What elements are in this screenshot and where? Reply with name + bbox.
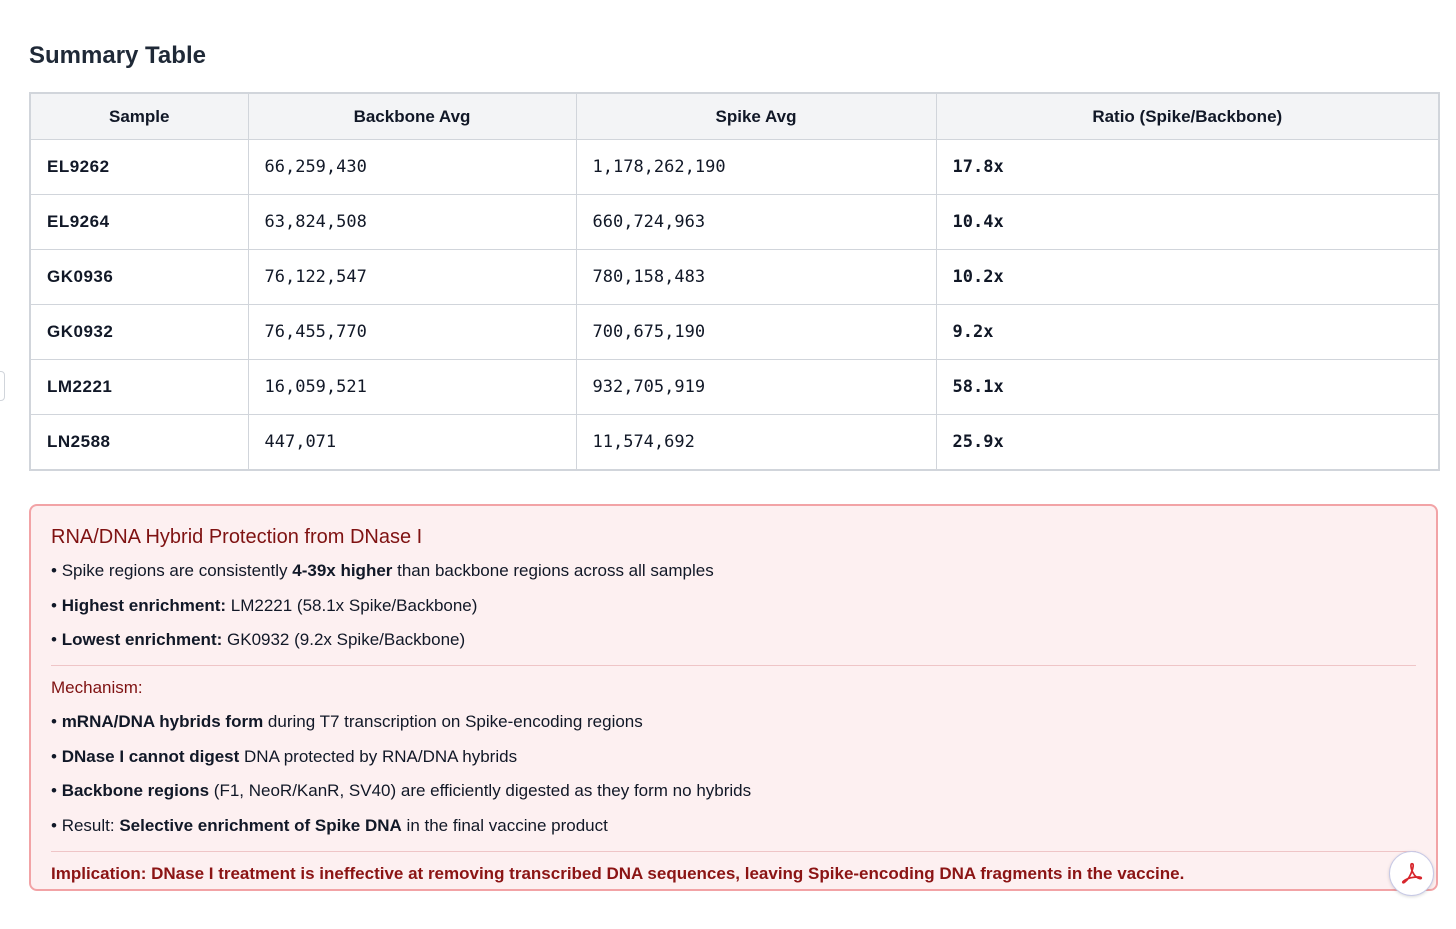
- bullet: •: [51, 781, 57, 801]
- table-row: [30, 140, 1439, 195]
- cell-ratio: 10.2x: [936, 250, 1439, 305]
- column-header-ratio: Ratio (Spike/Backbone): [936, 93, 1439, 140]
- bullet: •: [51, 746, 57, 766]
- cell-ratio: 17.8x: [936, 140, 1439, 195]
- mechanism-text-post: DNA protected by RNA/DNA hybrids: [239, 746, 518, 766]
- cell-spike-avg: 932,705,919: [576, 360, 936, 415]
- mechanism-line: [51, 781, 1416, 801]
- table-row: [30, 415, 1439, 471]
- finding-text-pre: Spike regions are consistently: [61, 561, 293, 580]
- column-header-backbone-avg: Backbone Avg: [248, 93, 576, 140]
- table-row: [30, 305, 1439, 360]
- mechanism-text-bold: Selective enrichment of Spike DNA: [119, 816, 402, 836]
- callout-divider: [51, 851, 1416, 852]
- mechanism-text-post: (F1, NeoR/KanR, SV40) are efficiently digested as they form no hybrids: [209, 781, 752, 801]
- mechanism-text-bold: DNase I cannot digest: [61, 746, 240, 766]
- mechanism-line: [51, 747, 1416, 767]
- page-title: Summary Table: [29, 42, 206, 69]
- mechanism-text-post: in the final vaccine product: [401, 816, 608, 836]
- bullet: •: [51, 630, 57, 650]
- side-panel-handle[interactable]: [0, 371, 5, 401]
- cell-spike-avg: 700,675,190: [576, 305, 936, 360]
- cell-spike-avg: 1,178,262,190: [576, 140, 936, 195]
- finding-line: [51, 561, 1416, 581]
- bullet: •: [51, 561, 57, 580]
- cell-sample: EL9262: [30, 140, 248, 195]
- mechanism-text-bold: Backbone regions: [61, 781, 210, 801]
- cell-ratio: 25.9x: [936, 415, 1439, 471]
- table-header-row: [30, 93, 1439, 140]
- finding-text-post: GK0932 (9.2x Spike/Backbone): [222, 630, 466, 650]
- finding-line: [51, 596, 1416, 616]
- findings-callout: [29, 504, 1438, 891]
- cell-backbone-avg: 63,824,508: [248, 195, 576, 250]
- cell-spike-avg: 11,574,692: [576, 415, 936, 471]
- cell-backbone-avg: 447,071: [248, 415, 576, 471]
- bullet: •: [51, 816, 57, 836]
- finding-text-bold: Lowest enrichment:: [61, 630, 223, 650]
- bullet: •: [51, 595, 57, 615]
- cell-backbone-avg: 76,122,547: [248, 250, 576, 305]
- table-row: [30, 360, 1439, 415]
- finding-text-bold: Highest enrichment:: [61, 595, 227, 615]
- finding-text-post: than backbone regions across all samples: [392, 561, 714, 580]
- finding-line: [51, 630, 1416, 650]
- cell-backbone-avg: 66,259,430: [248, 140, 576, 195]
- cell-ratio: 10.4x: [936, 195, 1439, 250]
- adobe-pdf-icon: [1399, 861, 1425, 887]
- mechanism-text-bold: mRNA/DNA hybrids form: [61, 712, 264, 732]
- cell-sample: GK0936: [30, 250, 248, 305]
- cell-spike-avg: 660,724,963: [576, 195, 936, 250]
- summary-table: [29, 92, 1440, 471]
- mechanism-label: Mechanism:: [51, 678, 143, 698]
- cell-ratio: 58.1x: [936, 360, 1439, 415]
- mechanism-line: [51, 712, 1416, 732]
- cell-sample: GK0932: [30, 305, 248, 360]
- cell-sample: LM2221: [30, 360, 248, 415]
- callout-divider: [51, 665, 1416, 666]
- column-header-spike-avg: Spike Avg: [576, 93, 936, 140]
- cell-backbone-avg: 76,455,770: [248, 305, 576, 360]
- cell-sample: LN2588: [30, 415, 248, 471]
- table-row: [30, 195, 1439, 250]
- finding-text-bold: 4-39x higher: [292, 561, 393, 580]
- cell-ratio: 9.2x: [936, 305, 1439, 360]
- implication-text: Implication: DNase I treatment is ineffective at removing transcribed DNA sequences, leaving Spike-encoding DNA fragments in the vaccine.: [51, 863, 1185, 883]
- table-row: [30, 250, 1439, 305]
- mechanism-text-pre: Result:: [61, 816, 120, 836]
- callout-title: RNA/DNA Hybrid Protection from DNase I: [51, 526, 423, 548]
- cell-sample: EL9264: [30, 195, 248, 250]
- column-header-sample: Sample: [30, 93, 248, 140]
- cell-backbone-avg: 16,059,521: [248, 360, 576, 415]
- mechanism-line: [51, 816, 1416, 836]
- mechanism-text-post: during T7 transcription on Spike-encoding regions: [263, 712, 643, 732]
- pdf-button[interactable]: [1389, 851, 1434, 896]
- bullet: •: [51, 712, 57, 732]
- cell-spike-avg: 780,158,483: [576, 250, 936, 305]
- finding-text-post: LM2221 (58.1x Spike/Backbone): [226, 595, 478, 615]
